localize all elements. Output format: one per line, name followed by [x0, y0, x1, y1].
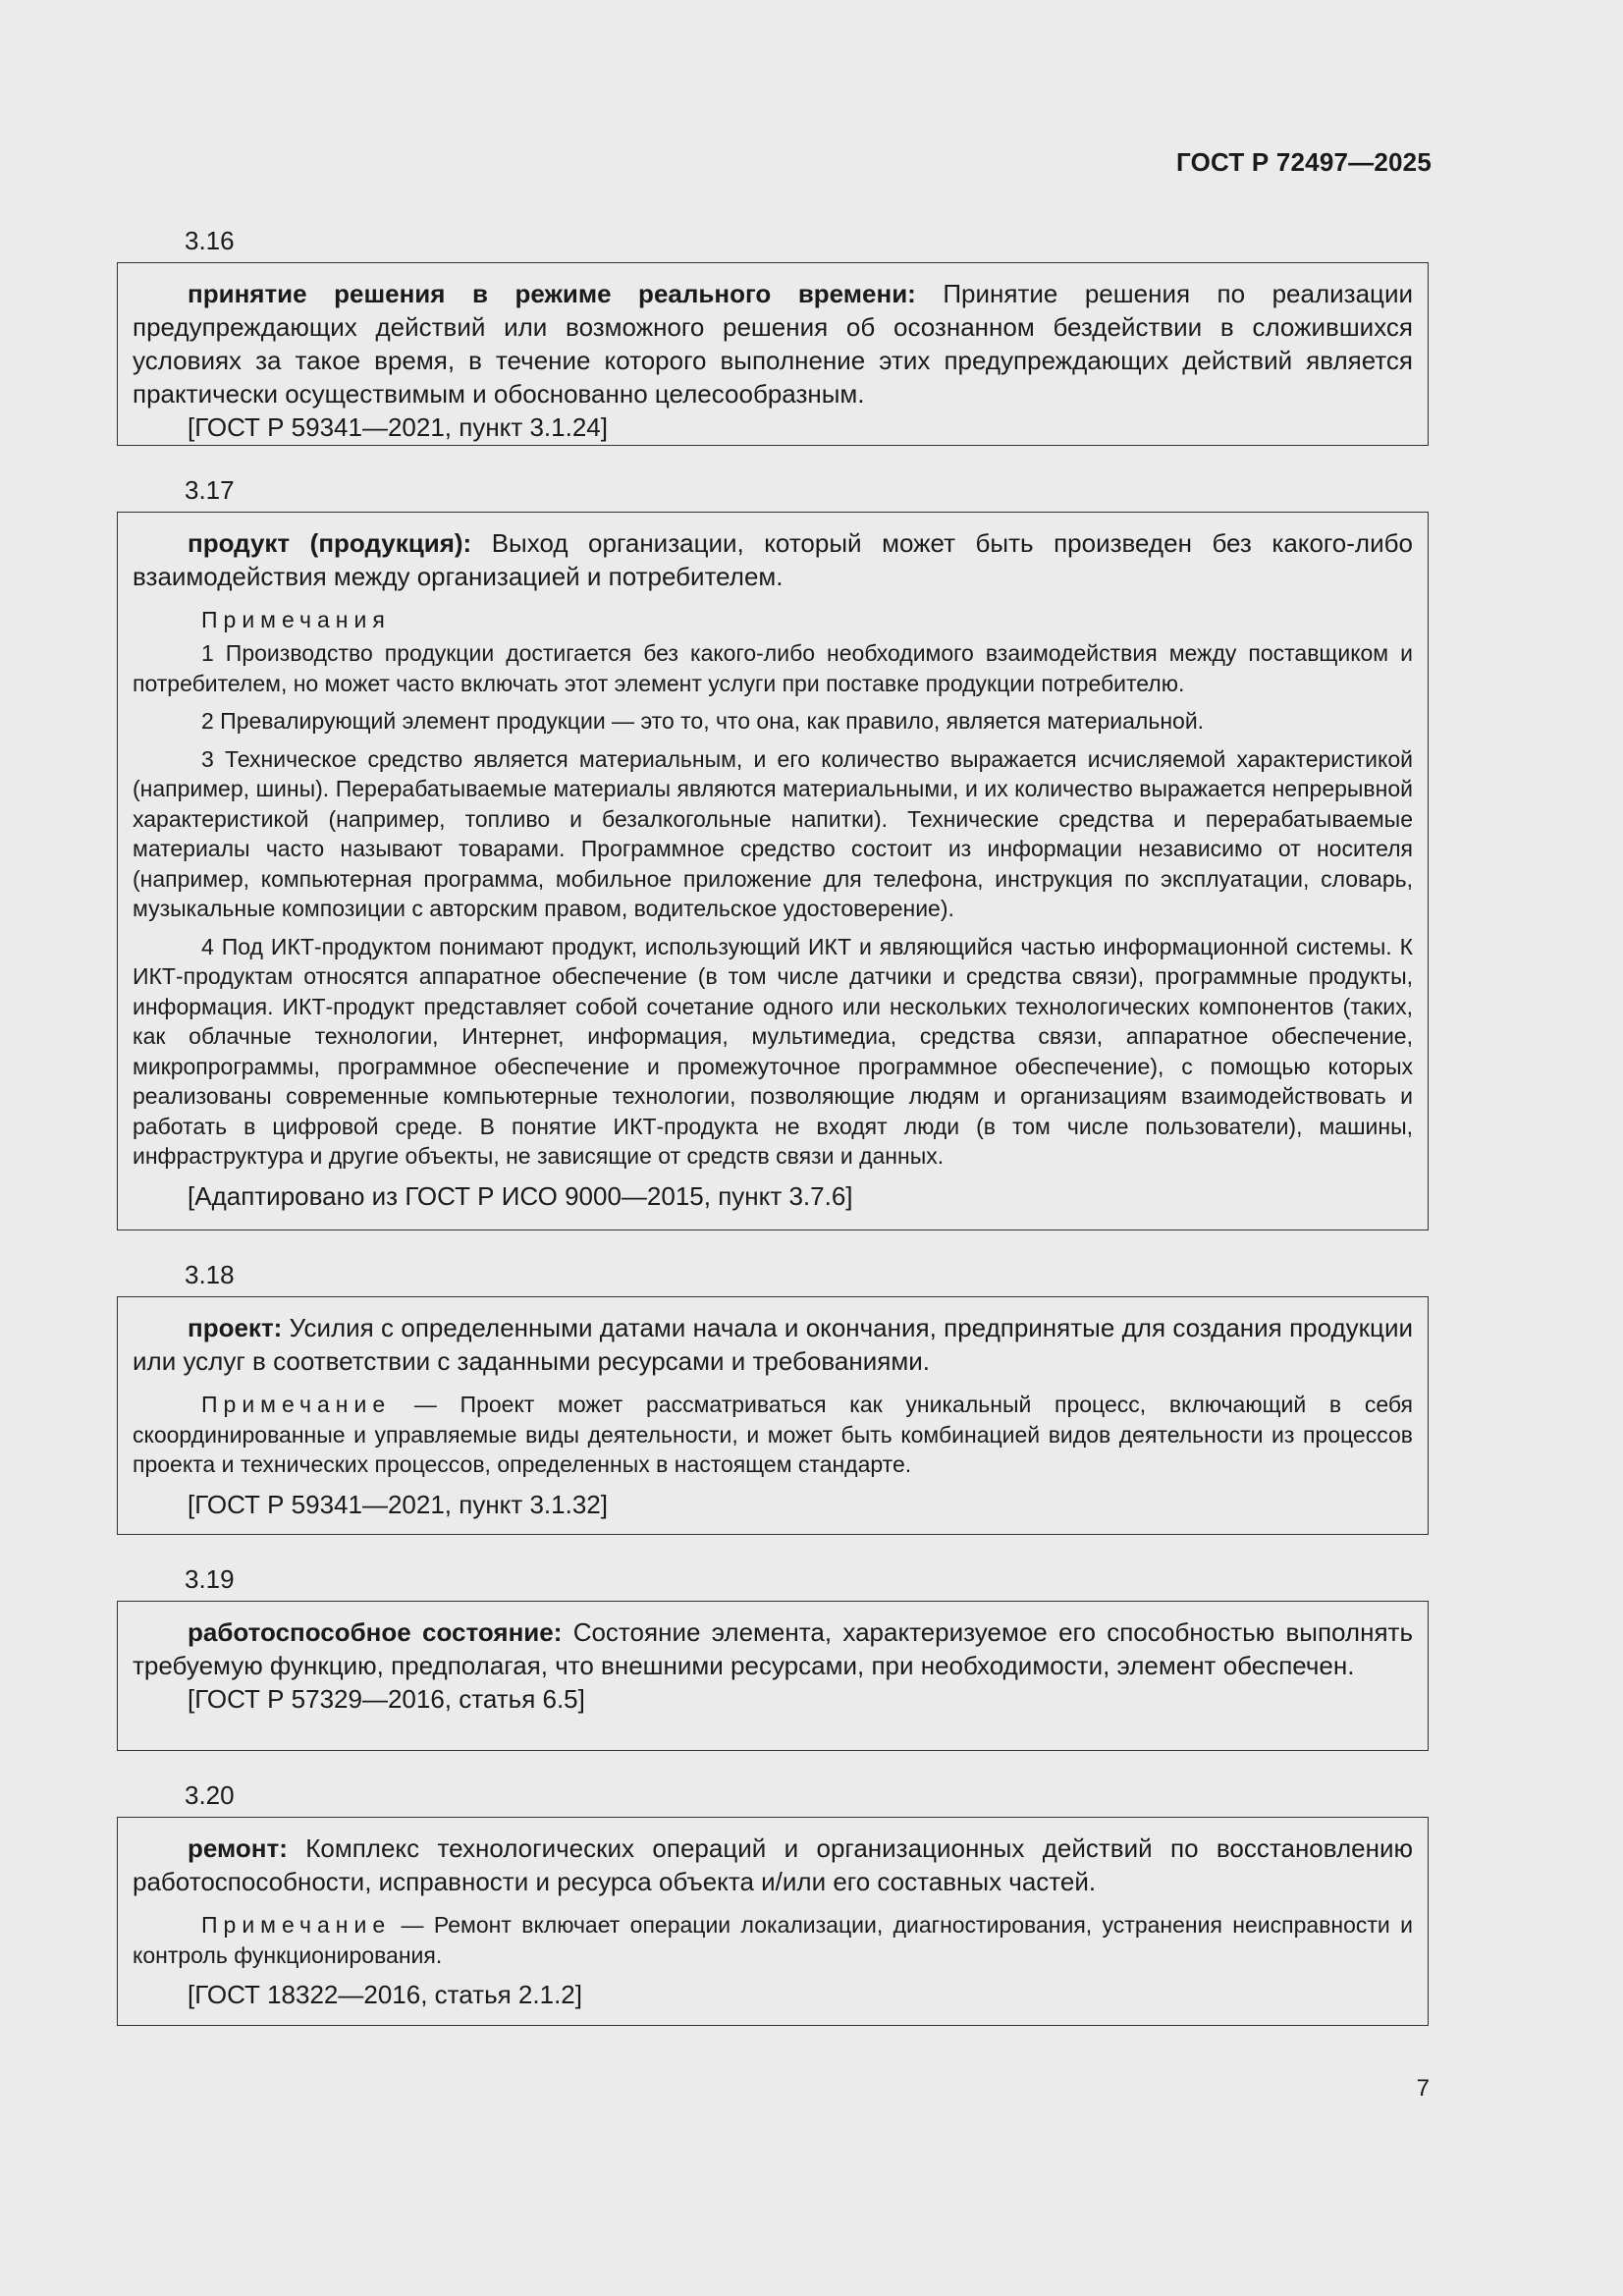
- term-number: 3.19: [185, 1564, 235, 1594]
- term-reference: [ГОСТ Р 59341—2021, пункт 3.1.24]: [188, 412, 608, 442]
- definition-text: Принятие решения по реализации предупреждающих действий или возможного решения об осознанном бездействии в сложившихся условиях за такое время, в течение которого выполнение этих предупреждающих действий является практически осуществимым и обоснованно целесообразным.: [133, 279, 1413, 409]
- definition-text: Комплекс технологических операций и организационных действий по восстановлению работоспособности, исправности и ресурса объекта и/или его составных частей.: [133, 1833, 1413, 1896]
- term-definition: [133, 1831, 1413, 1898]
- term-name: принятие решения в режиме реального времени:: [188, 279, 916, 308]
- term-reference: [ГОСТ Р 57329—2016, статья 6.5]: [188, 1684, 585, 1714]
- term-number: 3.18: [185, 1260, 235, 1289]
- term-box: [117, 1601, 1429, 1751]
- term-box: [117, 1296, 1429, 1535]
- term-reference: [Адаптировано из ГОСТ Р ИСО 9000—2015, пункт 3.7.6]: [188, 1180, 853, 1211]
- term-name: ремонт:: [188, 1833, 288, 1863]
- term-definition: [133, 1311, 1413, 1378]
- term-reference: [ГОСТ Р 59341—2021, пункт 3.1.32]: [188, 1489, 608, 1519]
- term-box: [117, 512, 1429, 1230]
- note-text: — Ремонт включает операции локализации, диагностирования, устранения неисправности и контроль функционирования.: [133, 1912, 1413, 1968]
- definition-text: Состояние элемента, характеризуемое его способностью выполнять требуемую функцию, предполагая, что внешними ресурсами, при необходимости, элемент обеспечен.: [133, 1617, 1413, 1680]
- note-item: 2 Превалирующий элемент продукции — это то, что она, как правило, является материальной.: [201, 708, 1205, 734]
- note-text: — Проект может рассматриваться как уникальный процесс, включающий в себя скоординированные и управляемые виды деятельности, и может быть комбинацией видов деятельности из процессов проекта и технических процессов, определенных в настоящем стандарте.: [133, 1392, 1413, 1477]
- definition-text: Выход организации, который может быть произведен без какого-либо взаимодействия между организацией и потребителем.: [133, 528, 1413, 591]
- term-box: [117, 1817, 1429, 2026]
- term-number: 3.16: [185, 226, 235, 255]
- note-label: Примечание: [201, 1392, 392, 1417]
- note-item: 3 Техническое средство является материальным, и его количество выражается исчисляемой характеристикой (например, шины). Перерабатываемые материалы являются материальными, и их количество выражается непрерывной характеристикой (например, топливо и безалкогольные напитки). Технические средства и перерабатываемые материалы часто называют товарами. Программное средство состоит из информации независимо от носителя (например, компьютерная программа, мобильное приложение для телефона, инструкция по эксплуатации, словарь, музыкальные композиции с авторским правом, водительское удостоверение).: [133, 745, 1413, 921]
- note-item: [133, 1390, 1413, 1480]
- term-number: 3.17: [185, 475, 235, 505]
- term-name: работоспособное состояние:: [188, 1617, 563, 1647]
- page-number: 7: [1416, 2075, 1430, 2102]
- notes-heading: Примечания: [201, 607, 391, 632]
- document-header: ГОСТ Р 72497—2025: [1176, 147, 1432, 177]
- term-name: проект:: [188, 1313, 283, 1342]
- term-reference: [ГОСТ 18322—2016, статья 2.1.2]: [188, 1980, 582, 2009]
- term-definition: [133, 1615, 1413, 1682]
- note-item: [133, 1910, 1413, 1970]
- term-definition: [133, 526, 1413, 593]
- note-label: Примечание: [201, 1912, 392, 1938]
- term-number: 3.20: [185, 1780, 235, 1810]
- definition-text: Усилия с определенными датами начала и окончания, предпринятые для создания продукции или услуг в соответствии с заданными ресурсами и требованиями.: [133, 1313, 1413, 1376]
- note-item: 1 Производство продукции достигается без какого-либо необходимого взаимодействия между поставщиком и потребителем, но может часто включать этот элемент услуги при поставке продукции потребителю.: [133, 640, 1413, 696]
- term-box: [117, 262, 1429, 446]
- term-name: продукт (продукция):: [188, 528, 472, 558]
- note-item: 4 Под ИКТ-продуктом понимают продукт, использующий ИКТ и являющийся частью информационной системы. К ИКТ-продуктам относятся аппаратное обеспечение (в том числе датчики и средства связи), программные продукты, информация. ИКТ-продукт представляет собой сочетание одного или нескольких технологических компонентов (таких, как облачные технологии, Интернет, информация, мультимедиа, средства связи, аппаратное обеспечение, микропрограммы, программное обеспечение и промежуточное программное обеспечение), с помощью которых реализованы современные компьютерные технологии, позволяющие людям и организациям взаимодействовать и работать в цифровой среде. В понятие ИКТ-продукта не входят люди (в том числе пользователи), машины, инфраструктура и другие объекты, не зависящие от средств связи и данных.: [133, 933, 1413, 1169]
- term-definition: [133, 277, 1413, 410]
